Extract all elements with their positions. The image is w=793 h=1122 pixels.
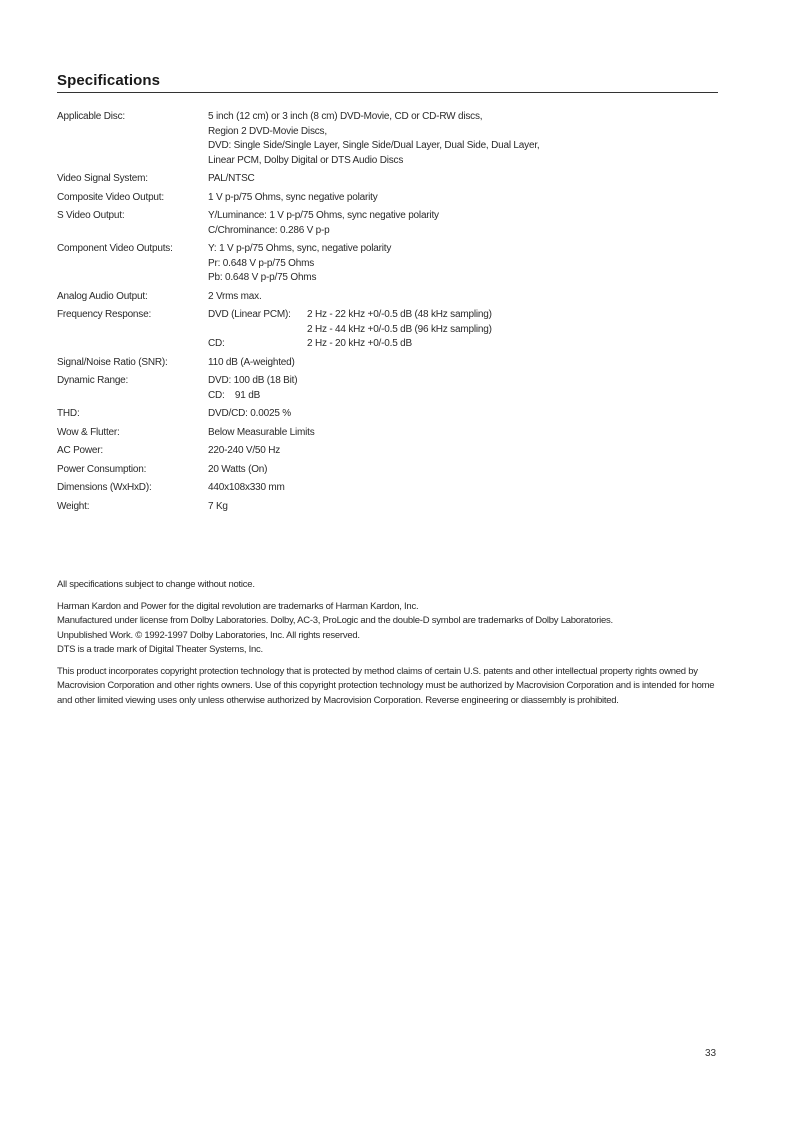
spec-value-line: Y/Luminance: 1 V p-p/75 Ohms, sync negative polarity bbox=[208, 210, 439, 221]
spec-label: AC Power: bbox=[57, 445, 103, 456]
spec-row bbox=[57, 242, 718, 286]
frequency-source: CD: bbox=[208, 338, 225, 349]
trademark-line: Unpublished Work. © 1992-1997 Dolby Laboratories, Inc. All rights reserved. bbox=[57, 629, 360, 641]
trademark-line: Harman Kardon and Power for the digital revolution are trademarks of Harman Kardon, Inc. bbox=[57, 600, 419, 612]
frequency-line bbox=[208, 323, 718, 338]
change-notice: All specifications subject to change without notice. bbox=[57, 579, 255, 590]
spec-label: Analog Audio Output: bbox=[57, 290, 148, 302]
spec-value bbox=[208, 290, 718, 305]
page-number: 33 bbox=[705, 1048, 717, 1059]
spec-value-line: CD: 91 dB bbox=[208, 389, 261, 401]
frequency-line bbox=[208, 308, 718, 323]
spec-value bbox=[208, 356, 718, 371]
spec-label: Wow & Flutter: bbox=[57, 426, 120, 438]
frequency-line bbox=[208, 337, 718, 352]
frequency-source: DVD (Linear PCM): bbox=[208, 309, 291, 320]
spec-label: S Video Output: bbox=[57, 210, 125, 221]
spec-value bbox=[208, 444, 718, 459]
spec-value-line: C/Chrominance: 0.286 V p-p bbox=[208, 224, 330, 236]
spec-value bbox=[208, 242, 718, 286]
spec-label: Power Consumption: bbox=[57, 463, 147, 475]
spec-label: Signal/Noise Ratio (SNR): bbox=[57, 356, 168, 368]
spec-value-line: Region 2 DVD-Movie Discs, bbox=[208, 125, 327, 137]
trademark-notices bbox=[57, 600, 729, 658]
spec-value bbox=[208, 463, 718, 478]
spec-label: Dynamic Range: bbox=[57, 375, 129, 386]
spec-row bbox=[57, 444, 718, 459]
spec-row bbox=[57, 290, 718, 305]
spec-row bbox=[57, 426, 718, 441]
spec-value-line: 220-240 V/50 Hz bbox=[208, 445, 281, 456]
spec-value-line: 440x108x330 mm bbox=[208, 482, 285, 493]
spec-value bbox=[208, 172, 718, 187]
spec-value-line: 20 Watts (On) bbox=[208, 463, 268, 475]
spec-value-line: Pr: 0.648 V p-p/75 Ohms bbox=[208, 257, 315, 269]
spec-value bbox=[208, 191, 718, 206]
spec-value-line: DVD: 100 dB (18 Bit) bbox=[208, 375, 298, 386]
spec-value-line: Linear PCM, Dolby Digital or DTS Audio Discs bbox=[208, 154, 404, 166]
spec-label: Frequency Response: bbox=[57, 309, 152, 320]
frequency-source bbox=[208, 323, 307, 338]
spec-value-line: DVD: Single Side/Single Layer, Single Side/Dual Layer, Dual Side, Dual Layer, bbox=[208, 140, 540, 151]
spec-value bbox=[208, 110, 718, 168]
macrovision-notice: This product incorporates copyright protection technology that is protected by method claims of certain U.S. patents and other intellectual property rights owned by Macrovision Corporation and other rights owners. Use of this copyright protection technology must be authorized by Macrovision Corporation and is intended for home and other limited viewing uses only unless otherwise authorized by Macrovision Corporation. Reverse engineering or diassembly is prohibited. bbox=[57, 665, 715, 706]
spec-row bbox=[57, 209, 718, 238]
spec-value-line: 7 Kg bbox=[208, 500, 228, 512]
spec-row bbox=[57, 500, 718, 515]
spec-value-line: PAL/NTSC bbox=[208, 173, 255, 184]
spec-value-line: 5 inch (12 cm) or 3 inch (8 cm) DVD-Movie, CD or CD-RW discs, bbox=[208, 111, 483, 122]
spec-label: Video Signal System: bbox=[57, 173, 148, 184]
spec-value-line: 1 V p-p/75 Ohms, sync negative polarity bbox=[208, 191, 378, 203]
frequency-value: 2 Hz - 20 kHz +0/-0.5 dB bbox=[307, 338, 412, 349]
spec-row bbox=[57, 374, 718, 403]
spec-value-line: 2 Vrms max. bbox=[208, 290, 262, 302]
spec-value bbox=[208, 374, 718, 403]
spec-value bbox=[208, 209, 718, 238]
spec-value-line: 110 dB (A-weighted) bbox=[208, 356, 295, 368]
spec-value bbox=[208, 500, 718, 515]
legal-notes bbox=[57, 578, 729, 715]
title-divider bbox=[57, 92, 718, 93]
spec-value-line: DVD/CD: 0.0025 % bbox=[208, 408, 291, 419]
frequency-value: 2 Hz - 44 kHz +0/-0.5 dB (96 kHz sampling) bbox=[307, 323, 492, 335]
spec-row bbox=[57, 481, 718, 496]
spec-label: Composite Video Output: bbox=[57, 191, 164, 203]
spec-value bbox=[208, 426, 718, 441]
spec-label: Weight: bbox=[57, 500, 90, 512]
specifications-table bbox=[57, 110, 718, 518]
spec-row bbox=[57, 308, 718, 352]
spec-row bbox=[57, 356, 718, 371]
spec-value-line: Pb: 0.648 V p-p/75 Ohms bbox=[208, 272, 317, 283]
spec-row bbox=[57, 110, 718, 168]
spec-label: Dimensions (WxHxD): bbox=[57, 482, 152, 493]
spec-row bbox=[57, 463, 718, 478]
spec-label: THD: bbox=[57, 408, 80, 419]
spec-value-line: Below Measurable Limits bbox=[208, 426, 315, 438]
spec-value bbox=[208, 308, 718, 352]
spec-row bbox=[57, 172, 718, 187]
spec-row bbox=[57, 191, 718, 206]
spec-label: Component Video Outputs: bbox=[57, 243, 173, 254]
spec-value bbox=[208, 481, 718, 496]
spec-label: Applicable Disc: bbox=[57, 111, 125, 122]
spec-row bbox=[57, 407, 718, 422]
frequency-value: 2 Hz - 22 kHz +0/-0.5 dB (48 kHz sampling) bbox=[307, 309, 492, 320]
spec-value bbox=[208, 407, 718, 422]
trademark-line: Manufactured under license from Dolby Laboratories. Dolby, AC-3, ProLogic and the double-D symbol are trademarks of Dolby Laboratories. bbox=[57, 615, 613, 626]
spec-value-line: Y: 1 V p-p/75 Ohms, sync, negative polarity bbox=[208, 243, 392, 254]
page-title: Specifications bbox=[57, 72, 161, 89]
trademark-line: DTS is a trade mark of Digital Theater Systems, Inc. bbox=[57, 644, 263, 655]
